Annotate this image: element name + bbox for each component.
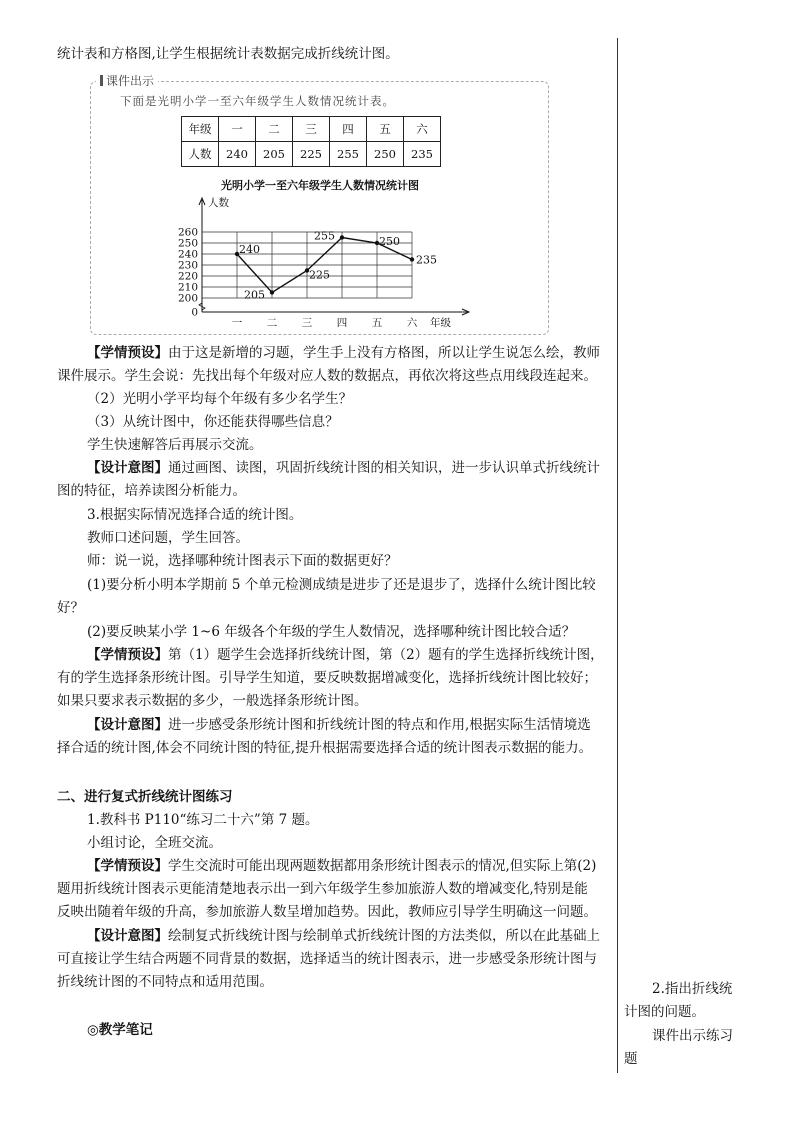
data-point — [340, 235, 344, 239]
paragraph-text: （3）从统计图中，你还能获得哪些信息？ — [87, 414, 339, 430]
table-cell: 二 — [256, 117, 293, 142]
x-tick-label: 一 — [231, 317, 243, 329]
y-tick-label: 0 — [191, 306, 198, 319]
tag-bar-icon — [100, 75, 103, 86]
paragraph-text: (1)要分析小明本学期前 5 个单元检测成绩是进步了还是退步了，选择什么统计图比较 — [87, 577, 596, 593]
data-point — [270, 290, 274, 294]
side-note-line: 课件出示练习 — [652, 1028, 733, 1044]
table-cell: 225 — [293, 142, 330, 167]
paragraph-text: 折线统计图的不同特点和适用范围。 — [57, 974, 273, 990]
text-line — [87, 551, 398, 571]
data-label: 225 — [309, 268, 330, 282]
x-tick-label: 四 — [336, 317, 348, 329]
paragraph-text: 好？ — [57, 600, 84, 616]
paragraph-lead: 【学情预设】 — [87, 858, 168, 874]
paragraph-text: ◎教学笔记 — [87, 1022, 153, 1038]
text-line — [87, 645, 604, 665]
text-line — [87, 412, 339, 432]
paragraph-text: 择合适的统计图,体会不同统计图的特征,提升根据需要选择合适的统计图表示数据的能力。 — [57, 740, 593, 756]
text-line — [57, 691, 368, 711]
text-line — [87, 810, 319, 830]
text-line — [57, 787, 233, 807]
data-label: 235 — [416, 253, 437, 267]
paragraph-text: 由于这是新增的习题，学生手上没有方格图，所以让学生说怎么绘，教师 — [168, 345, 600, 361]
table-cell: 人数 — [182, 142, 219, 167]
text-line — [57, 902, 597, 922]
paragraph-text: （2）光明小学平均每个年级有多少名学生？ — [87, 391, 353, 407]
table-cell: 255 — [330, 142, 367, 167]
table-cell: 235 — [404, 142, 441, 167]
figure-intro: 下面是光明小学一至六年级学生人数情况统计表。 — [120, 94, 395, 108]
paragraph-text: 小组讨论，全班交流。 — [87, 835, 222, 851]
table-cell: 六 — [404, 117, 441, 142]
y-tick-label: 250 — [177, 237, 198, 250]
text-line — [87, 505, 302, 525]
text-line — [87, 833, 222, 853]
side-note-line: 题 — [624, 1051, 638, 1067]
side-note-line: 计图的问题。 — [624, 1004, 705, 1020]
data-point — [410, 257, 414, 261]
y-tick-label: 260 — [177, 226, 198, 239]
paragraph-lead: 【设计意图】 — [87, 460, 168, 476]
paragraph-text: 课件展示。学生会说：先找出每个年级对应人数的数据点，再依次将这些点用线段连起来。 — [57, 368, 597, 384]
chart-title: 光明小学一至六年级学生人数情况统计图 — [221, 179, 419, 192]
text-line — [87, 622, 575, 642]
text-line — [87, 575, 596, 595]
data-label: 250 — [379, 235, 400, 248]
paragraph-text: 学生交流时可能出现两题数据都用条形统计图表示的情况,但实际上第(2) — [168, 858, 597, 874]
data-table — [181, 116, 441, 167]
paragraph-text: 如果只要求表示数据的多少，一般选择条形统计图。 — [57, 693, 368, 709]
table-cell: 五 — [367, 117, 404, 142]
text-line — [57, 366, 597, 386]
table-cell: 年级 — [182, 117, 219, 142]
paragraph-text: 通过画图、读图，巩固折线统计图的相关知识，进一步认识单式折线统计 — [168, 460, 600, 476]
line-chart — [170, 192, 470, 332]
top-line: 统计表和方格图,让学生根据统计表数据完成折线统计图。 — [57, 46, 399, 62]
paragraph-text: 师：说一说，选择哪种统计图表示下面的数据更好？ — [87, 553, 398, 569]
table-cell: 三 — [293, 117, 330, 142]
paragraph-text: 有的学生选择条形统计图。引导学生知道，要反映数据增减变化，选择折线统计图比较好； — [57, 670, 597, 686]
table-row — [182, 117, 441, 142]
x-axis-label: 年级 — [430, 317, 451, 329]
text-line — [57, 949, 597, 969]
table-cell: 240 — [219, 142, 256, 167]
table-cell: 一 — [219, 117, 256, 142]
text-line — [87, 389, 352, 409]
paragraph-text: (2)要反映某小学 1~6 年级各个年级的学生人数情况，选择哪种统计图比较合适？ — [87, 624, 576, 640]
x-tick-label: 二 — [266, 317, 278, 329]
paragraph-text: 题用折线统计图表示更能清楚地表示出一到六年级学生参加旅游人数的增减变化,特别是能 — [57, 881, 588, 897]
text-line — [57, 668, 597, 688]
text-line — [87, 856, 596, 876]
paragraph-lead: 【设计意图】 — [87, 717, 168, 733]
text-line — [57, 598, 84, 618]
table-cell: 250 — [367, 142, 404, 167]
y-tick-label: 240 — [177, 248, 198, 261]
paragraph-lead: 【学情预设】 — [87, 647, 168, 663]
paragraph-text: 教师口述问题，学生回答。 — [87, 530, 249, 546]
text-line — [57, 972, 273, 992]
paragraph-text: 二、进行复式折线统计图练习 — [57, 789, 233, 805]
paragraph-text: 反映出随着年级的升高，参加旅游人数呈增加趋势。因此，教师应引导学生明确这一问题。 — [57, 904, 597, 920]
text-line — [87, 458, 600, 478]
text-line — [87, 343, 600, 363]
text-line — [87, 435, 263, 455]
x-tick-label: 五 — [371, 317, 383, 329]
y-tick-label: 230 — [177, 259, 198, 272]
paragraph-lead: 【设计意图】 — [87, 928, 168, 944]
paragraph-text: 学生快速解答后再展示交流。 — [87, 437, 263, 453]
y-tick-label: 200 — [177, 292, 198, 305]
side-note-line: 2.指出折线统 — [652, 981, 733, 997]
x-tick-label: 三 — [301, 317, 313, 329]
table-row — [182, 142, 441, 167]
text-line — [87, 1020, 153, 1040]
text-line — [87, 528, 249, 548]
table-cell: 四 — [330, 117, 367, 142]
text-line — [87, 926, 600, 946]
data-label: 255 — [314, 229, 335, 243]
paragraph-text: 绘制复式折线统计图与绘制单式折线统计图的方法类似，所以在此基础上 — [168, 928, 600, 944]
paragraph-text: 图的特征，培养读图分析能力。 — [57, 483, 246, 499]
figure-tag: 课件出示 — [96, 74, 158, 88]
y-tick-label: 220 — [177, 270, 198, 283]
paragraph-text: 1.教科书 P110“练习二十六”第 7 题。 — [87, 812, 319, 828]
paragraph-text: 可直接让学生结合两题不同背景的数据，选择适当的统计图表示，进一步感受条形统计图与 — [57, 951, 597, 967]
y-axis-label: 人数 — [208, 197, 229, 209]
y-tick-label: 210 — [177, 281, 198, 294]
x-tick-label: 六 — [406, 317, 418, 329]
margin-divider — [617, 38, 618, 1073]
data-label: 205 — [244, 288, 265, 302]
table-cell: 205 — [256, 142, 293, 167]
text-line — [87, 715, 591, 735]
text-line — [57, 738, 592, 758]
text-line — [57, 481, 246, 501]
text-line — [57, 879, 588, 899]
paragraph-text: 进一步感受条形统计图和折线统计图的特点和作用,根据实际生活情境选 — [168, 717, 591, 733]
paragraph-text: 3.根据实际情况选择合适的统计图。 — [87, 507, 303, 523]
data-label: 240 — [239, 243, 260, 256]
paragraph-text: 第（1）题学生会选择折线统计图，第（2）题有的学生选择折线统计图， — [168, 647, 604, 663]
paragraph-lead: 【学情预设】 — [87, 345, 168, 361]
